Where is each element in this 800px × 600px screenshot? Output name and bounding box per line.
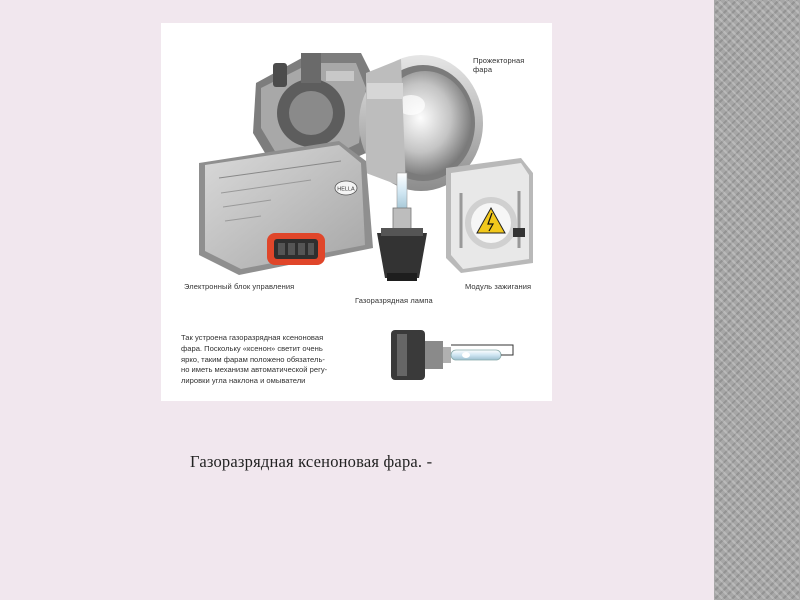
ecu-unit bbox=[199, 141, 373, 275]
ecu-label: Электронный блок управления bbox=[184, 282, 295, 291]
description-line: Так устроена газоразрядная ксеноновая bbox=[181, 333, 324, 342]
ignition-label: Модуль зажигания bbox=[465, 282, 532, 291]
slide-caption: Газоразрядная ксеноновая фара. - bbox=[190, 452, 433, 471]
ignition-module bbox=[446, 158, 533, 273]
description-line: ярко, таким фарам положено обязатель- bbox=[181, 354, 325, 364]
figure-description bbox=[181, 333, 371, 387]
projector-label: Прожекторная фара bbox=[473, 56, 525, 75]
description-line: лировки угла наклона и омыватели bbox=[181, 376, 306, 386]
xenon-headlight-figure bbox=[161, 23, 552, 401]
hella-logo: HELLA bbox=[337, 186, 355, 193]
decorative-side-strip bbox=[714, 0, 800, 600]
bulb-closeup bbox=[391, 330, 513, 380]
lamp-label: Газоразрядная лампа bbox=[355, 296, 433, 305]
description-line: фара. Поскольку «ксенон» светит очень bbox=[181, 343, 323, 353]
description-line: но иметь механизм автоматической регу- bbox=[181, 365, 328, 375]
